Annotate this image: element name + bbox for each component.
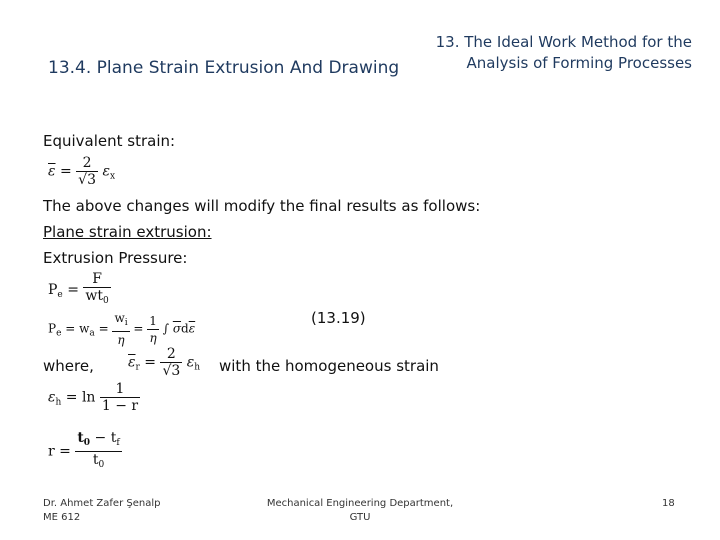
chapter-heading-line1: 13. The Ideal Work Method for the bbox=[435, 33, 692, 51]
equivalent-strain-equation: $\overline{\varepsilon}$ = $\frac{2}{√3}$ $\varepsilon_x$ bbox=[48, 155, 116, 188]
plane-strain-label: Plane strain extrusion: bbox=[43, 223, 212, 241]
homogeneous-strain-equation: $\varepsilon_h = \ln$ $\frac{1}{1 - r}$ bbox=[48, 381, 139, 414]
changes-text: The above changes will modify the final results as follows: bbox=[43, 197, 481, 215]
chapter-heading bbox=[392, 32, 692, 74]
equivalent-strain-label: Equivalent strain: bbox=[43, 132, 176, 150]
author-name: Dr. Ahmet Zafer Şenalp bbox=[43, 498, 161, 509]
chapter-heading-line2: Analysis of Forming Processes bbox=[466, 54, 692, 72]
page-number: 18 bbox=[662, 498, 675, 509]
page-title: 13.4. Plane Strain Extrusion And Drawing bbox=[48, 58, 400, 78]
where-label: where, bbox=[43, 357, 94, 375]
footer-department bbox=[260, 497, 460, 525]
department-name: Mechanical Engineering Department, bbox=[266, 498, 454, 509]
footer-author bbox=[43, 497, 160, 525]
equation-number: (13.19) bbox=[311, 309, 366, 327]
homogeneous-text: with the homogeneous strain bbox=[219, 357, 439, 375]
reduction-equation: r = $\frac{t_0 - t_f}{t_0}$ bbox=[48, 430, 120, 470]
university-name: GTU bbox=[349, 512, 371, 523]
pressure-equation: $P_e$ = $\frac{F}{wt_0}$ bbox=[48, 271, 109, 306]
r-strain-equation: $\overline{\varepsilon}_r$ = $\frac{2}{√3}$ $\varepsilon_h$ bbox=[128, 346, 201, 379]
course-code: ME 612 bbox=[43, 512, 81, 523]
pressure-work-equation: $P_e = w_a$ = $\frac{w_i}{\eta}$ = $\frac{1}{\eta}$ ∫ $\overline{\sigma}d\overline{\varepsilon}$ bbox=[48, 311, 196, 347]
extrusion-pressure-label: Extrusion Pressure: bbox=[43, 249, 188, 267]
